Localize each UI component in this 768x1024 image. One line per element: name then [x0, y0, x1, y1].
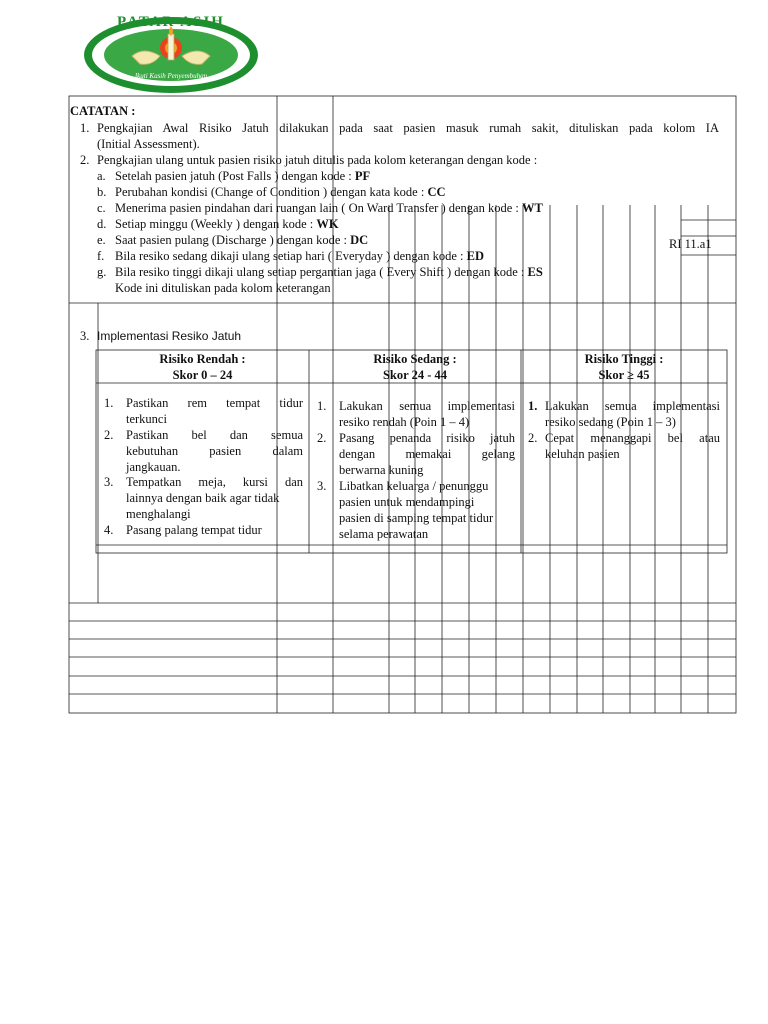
- code-wt: WT: [521, 201, 543, 215]
- sedang-3: [339, 478, 515, 542]
- sub-c-item: Menerima pasien pindahan dari ruangan lain ( On Ward Transfer ) dengan kode : WT: [115, 201, 543, 215]
- catatan-item1-number: 1.: [80, 121, 90, 135]
- header-rendah: [96, 351, 309, 383]
- sub-e-letter: e.: [97, 233, 106, 247]
- sub-e-item: Saat pasien pulang (Discharge ) dengan kode : DC: [115, 233, 369, 247]
- sub-a-letter: a.: [97, 169, 106, 183]
- tinggi-1-line2: resiko sedang (Poin 1 – 3): [545, 415, 676, 429]
- sedang-3-line3: pasien di samping tempat tidur: [339, 511, 494, 525]
- rendah-2-number: 2.: [104, 428, 114, 442]
- sedang-1-line2: resiko rendah (Poin 1 – 4): [339, 415, 470, 429]
- tinggi-1: [545, 398, 720, 430]
- sub-g-item: Bila resiko tinggi dikaji ulang setiap pergantian jaga ( Every Shift ) dengan kode : ES: [115, 265, 543, 279]
- rendah-2-line3: jangkauan.: [126, 460, 181, 474]
- sedang-3-line4: selama perawatan: [339, 527, 429, 541]
- sedang-2: [339, 430, 515, 478]
- sedang-2-line3: berwarna kuning: [339, 463, 424, 477]
- code-pf: PF: [354, 169, 371, 183]
- header-sedang-label: Risiko Sedang :: [373, 352, 457, 366]
- catatan-note: Kode ini dituliskan pada kolom keterangan: [115, 281, 331, 295]
- header-tinggi-label: Risiko Tinggi :: [584, 352, 664, 366]
- code-ed: ED: [466, 249, 485, 263]
- sub-a-item: Setelah pasien jatuh (Post Falls ) dengan kode : PF: [115, 169, 371, 183]
- catatan-item1-line2: (Initial Assessment).: [97, 137, 200, 151]
- sedang-3-line2: pasien untuk mendampingi: [339, 495, 475, 509]
- code-wk: WK: [316, 217, 339, 231]
- sub-c-letter: c.: [97, 201, 106, 215]
- catatan-item2-number: 2.: [80, 153, 90, 167]
- rendah-3-line3: menghalangi: [126, 507, 191, 521]
- tinggi-1-number: 1.: [528, 399, 538, 413]
- header-tinggi: [521, 351, 727, 383]
- catatan-title: CATATAN :: [70, 104, 136, 118]
- header-rendah-label: Risiko Rendah :: [159, 352, 246, 366]
- sedang-3-line1: Libatkan keluarga / penunggu: [339, 479, 489, 493]
- rendah-2-line1: Pastikan bel dan semua: [126, 428, 303, 442]
- sub-d-item: Setiap minggu (Weekly ) dengan kode : WK: [115, 217, 339, 231]
- rendah-3-number: 3.: [104, 475, 114, 489]
- tinggi-1-line1: Lakukan semua implementasi: [545, 399, 720, 413]
- rendah-3: [126, 474, 303, 522]
- tinggi-2-number: 2.: [528, 431, 538, 445]
- sub-g-letter: g.: [97, 265, 107, 279]
- sedang-2-line2: dengan memakai gelang: [339, 447, 515, 461]
- sub-b-item: Perubahan kondisi (Change of Condition ) dengan kata kode : CC: [115, 185, 446, 199]
- rendah-1-line2: terkunci: [126, 412, 167, 426]
- sedang-2-line1: Pasang penanda risiko jatuh: [339, 431, 515, 445]
- tinggi-2: [545, 430, 720, 462]
- header-sedang-score: Skor 24 - 44: [382, 368, 447, 382]
- tinggi-2-line1: Cepat menanggapi bel atau: [545, 431, 720, 445]
- rendah-4: [126, 522, 303, 538]
- code-dc: DC: [350, 233, 369, 247]
- sub-f-item: Bila resiko sedang dikaji ulang setiap hari ( Everyday ) dengan kode : ED: [115, 249, 485, 263]
- rendah-3-line2: lainnya dengan baik agar tidak: [126, 491, 280, 505]
- tinggi-2-line2: keluhan pasien: [545, 447, 620, 461]
- sedang-2-number: 2.: [317, 431, 327, 445]
- logo-motto: Ikuti Kasih Penyembuhan: [134, 72, 208, 80]
- header-rendah-score: Skor 0 – 24: [172, 368, 233, 382]
- rendah-1-line1: Pastikan rem tempat tidur: [126, 396, 303, 410]
- rendah-4-number: 4.: [104, 523, 114, 537]
- sub-f-letter: f.: [97, 249, 105, 263]
- rendah-1-number: 1.: [104, 396, 114, 410]
- rendah-2-line2: kebutuhan pasien dalam: [126, 444, 303, 458]
- sedang-1-number: 1.: [317, 399, 327, 413]
- code-es: ES: [527, 265, 543, 279]
- header-sedang: [309, 351, 521, 383]
- sedang-3-number: 3.: [317, 479, 327, 493]
- rendah-1: [126, 395, 303, 427]
- rendah-4-line1: Pasang palang tempat tidur: [126, 523, 262, 537]
- rendah-2: [126, 427, 303, 475]
- sub-b-letter: b.: [97, 185, 107, 199]
- sedang-1-line1: Lakukan semua implementasi: [339, 399, 515, 413]
- implementasi-title: Implementasi Resiko Jatuh: [97, 329, 242, 343]
- sub-d-letter: d.: [97, 217, 107, 231]
- header-tinggi-score: Skor ≥ 45: [598, 368, 650, 382]
- code-cc: CC: [427, 185, 446, 199]
- logo-name: PATAR ASIH: [117, 14, 225, 30]
- implementasi-number: 3.: [80, 329, 90, 343]
- rendah-3-line1: Tempatkan meja, kursi dan: [126, 475, 303, 489]
- catatan-item2-text: Pengkajian ulang untuk pasien risiko jatuh ditulis pada kolom keterangan dengan kode :: [97, 153, 538, 167]
- form-code: RI 11.a1: [669, 237, 712, 251]
- catatan-item1-line1: Pengkajian Awal Risiko Jatuh dilakukan pada saat pasien masuk rumah sakit, dituliskan pada kolom IA: [97, 121, 719, 135]
- sedang-1: [339, 398, 515, 430]
